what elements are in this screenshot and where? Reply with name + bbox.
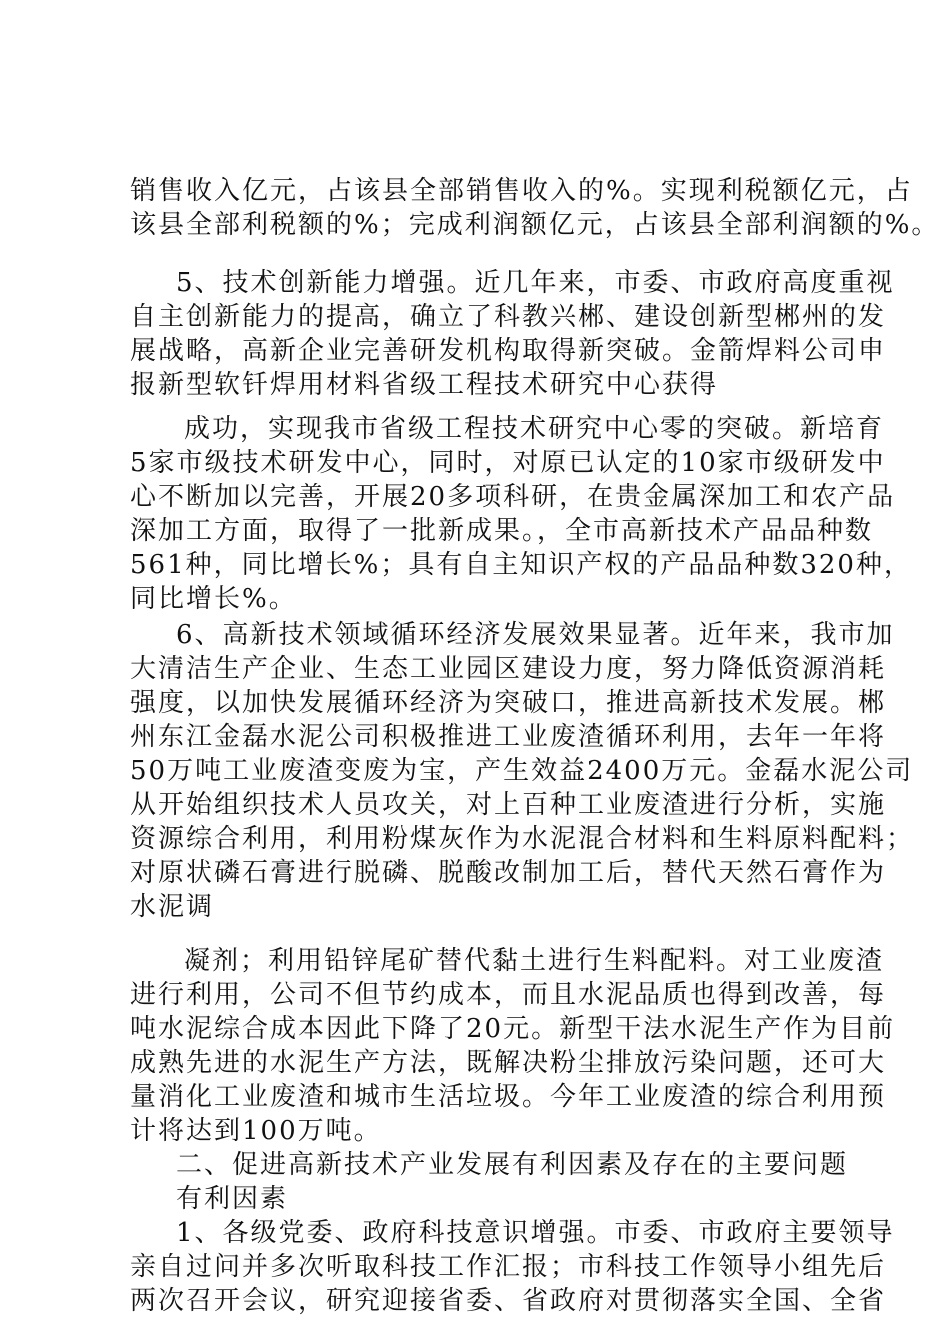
text-line: 强度，以加快发展循环经济为突破口，推进高新技术发展。郴 (130, 688, 887, 718)
text-line: 成熟先进的水泥生产方法，既解决粉尘排放污染问题，还可大 (130, 1048, 887, 1078)
text-line: 销售收入亿元，占该县全部销售收入的%。实现利税额亿元，占 (130, 176, 913, 206)
text-line: 展战略，高新企业完善研发机构取得新突破。金箭焊料公司申 (130, 336, 887, 366)
text-line: 该县全部利税额的%；完成利润额亿元，占该县全部利润额的%。 (130, 210, 940, 240)
text-line: 5家市级技术研发中心，同时，对原已认定的10家市级研发中 (130, 448, 886, 478)
text-line: 1、各级党委、政府科技意识增强。市委、市政府主要领导 (176, 1218, 895, 1248)
text-line: 6、高新技术领域循环经济发展效果显著。近年来，我市加 (176, 620, 895, 650)
text-line: 自主创新能力的提高，确立了科教兴郴、建设创新型郴州的发 (130, 302, 887, 332)
text-line: 水泥调 (130, 892, 215, 922)
text-line: 进行利用，公司不但节约成本，而且水泥品质也得到改善，每 (130, 980, 887, 1010)
subsection-heading: 有利因素 (176, 1184, 289, 1214)
text-line: 报新型软钎焊用材料省级工程技术研究中心获得 (130, 370, 719, 400)
text-line: 561种，同比增长%；具有自主知识产权的产品品种数320种， (130, 550, 912, 580)
text-line: 大清洁生产企业、生态工业园区建设力度，努力降低资源消耗 (130, 654, 887, 684)
text-line: 量消化工业废渣和城市生活垃圾。今年工业废渣的综合利用预 (130, 1082, 887, 1112)
text-line: 亲自过问并多次听取科技工作汇报；市科技工作领导小组先后 (130, 1252, 887, 1282)
text-line: 从开始组织技术人员攻关，对上百种工业废渣进行分析，实施 (130, 790, 887, 820)
text-line: 成功，实现我市省级工程技术研究中心零的突破。新培育 (184, 414, 885, 444)
text-line: 吨水泥综合成本因此下降了20元。新型干法水泥生产作为目前 (130, 1014, 896, 1044)
text-line: 计将达到100万吨。 (130, 1116, 382, 1146)
text-line: 凝剂；利用铅锌尾矿替代黏土进行生料配料。对工业废渣 (184, 946, 885, 976)
text-line: 心不断加以完善，开展20多项科研，在贵金属深加工和农产品 (130, 482, 896, 512)
text-line: 5、技术创新能力增强。近几年来，市委、市政府高度重视 (176, 268, 895, 298)
text-line: 深加工方面，取得了一批新成果。，全市高新技术产品品种数 (130, 516, 874, 546)
text-line: 50万吨工业废渣变废为宝，产生效益2400万元。金磊水泥公司 (130, 756, 914, 786)
text-line: 同比增长%。 (130, 584, 297, 614)
text-line: 资源综合利用，利用粉煤灰作为水泥混合材料和生料原料配料； (130, 824, 915, 854)
text-line: 对原状磷石膏进行脱磷、脱酸改制加工后，替代天然石膏作为 (130, 858, 887, 888)
text-line: 州东江金磊水泥公司积极推进工业废渣循环利用，去年一年将 (130, 722, 887, 752)
text-line: 两次召开会议，研究迎接省委、省政府对贯彻落实全国、全省 (130, 1286, 887, 1316)
section-heading: 二、促进高新技术产业发展有利因素及存在的主要问题 (176, 1150, 849, 1180)
